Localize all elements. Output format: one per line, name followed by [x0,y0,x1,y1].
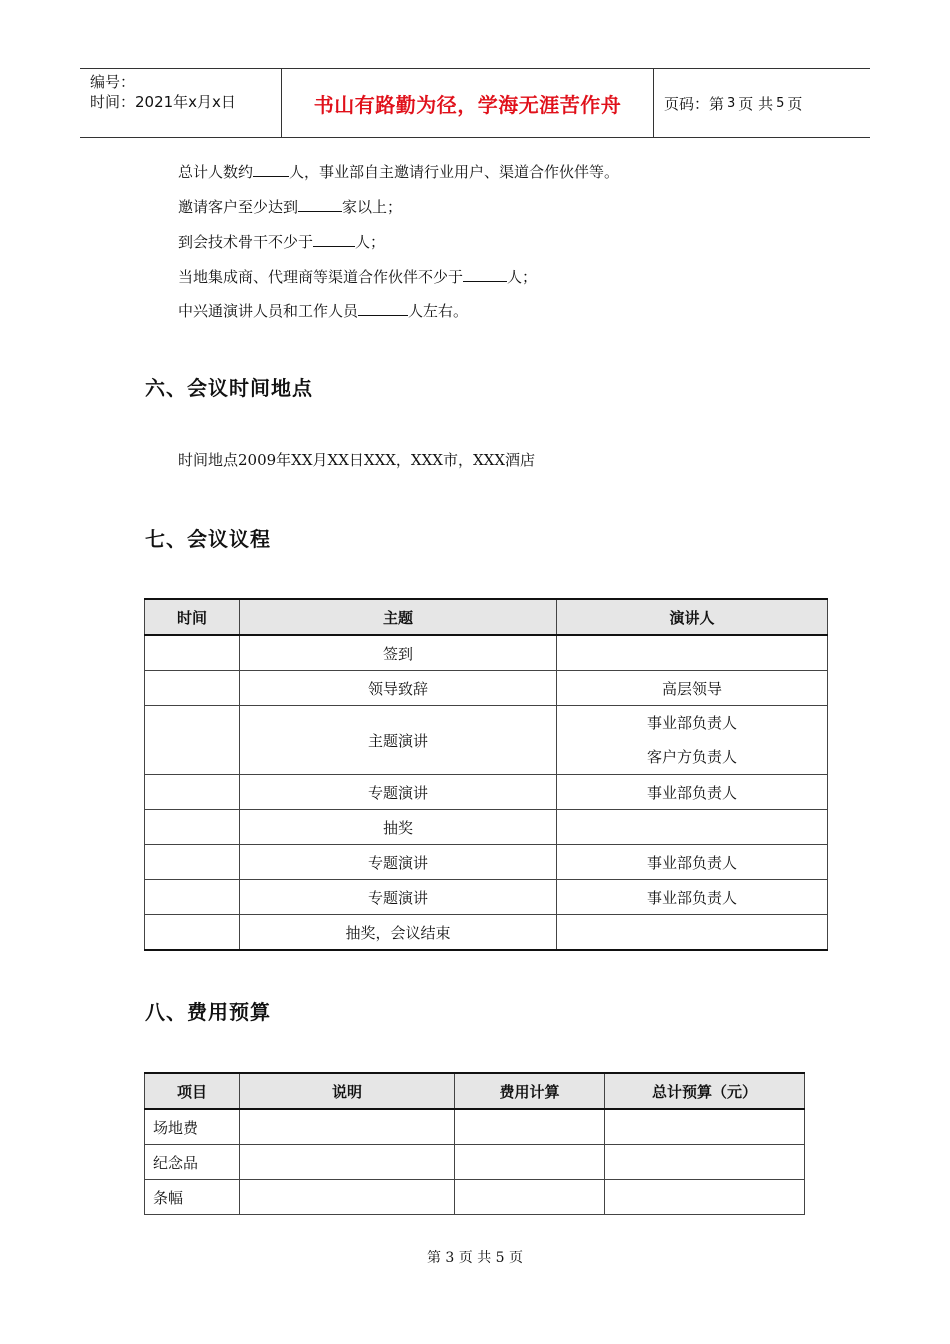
col-topic: 主题 [240,599,557,635]
topic-cell: 签到 [240,635,557,671]
line-text: 人； [355,233,386,251]
page-prefix: 页码：第 [664,94,725,113]
date-text: 时间：2021年x月x日 [90,93,236,111]
total-cell [605,1109,805,1145]
speaker-cell [557,915,828,951]
table-row [145,671,828,706]
time-cell [145,915,240,951]
fill-blank[interactable] [313,232,355,247]
fill-blank[interactable] [358,301,408,316]
line-text: 家以上； [342,198,403,216]
col-time: 时间 [145,599,240,635]
attendee-line-staff [178,301,468,321]
table-row [145,810,828,845]
col-item: 项目 [145,1073,240,1109]
speaker-cell [557,706,828,775]
speaker-line: 事业部负责人 [646,714,737,732]
section-6-heading: 六、会议时间地点 [145,376,313,400]
line-text: 邀请客户至少达到 [178,198,299,216]
topic-cell: 主题演讲 [240,706,557,775]
budget-header-row [145,1073,805,1109]
topic-cell: 专题演讲 [240,880,557,915]
description-cell [240,1145,455,1180]
time-cell [145,880,240,915]
header-meta [80,69,282,137]
col-speaker: 演讲人 [557,599,828,635]
budget-table [144,1072,805,1215]
speaker-line: 客户方负责人 [646,748,737,766]
description-cell [240,1180,455,1215]
topic-cell: 抽奖，会议结束 [240,915,557,951]
agenda-table [144,598,828,951]
time-cell [145,635,240,671]
page-suffix: 页 [787,94,803,113]
line-text: 到会技术骨干不少于 [178,233,314,251]
table-row [145,706,828,775]
time-cell [145,810,240,845]
line-text: 人左右。 [408,302,469,320]
fill-blank[interactable] [253,162,289,177]
page-current: 3 [727,95,736,111]
cost-calc-cell [455,1180,605,1215]
table-row [145,845,828,880]
section-7-heading: 七、会议议程 [145,527,271,551]
time-cell [145,775,240,810]
topic-cell: 领导致辞 [240,671,557,706]
table-row [145,775,828,810]
page-mid: 页 共 [738,94,774,113]
table-row [145,1180,805,1215]
topic-cell: 专题演讲 [240,845,557,880]
topic-cell: 专题演讲 [240,775,557,810]
col-cost-calc: 费用计算 [455,1073,605,1109]
speaker-cell: 高层领导 [557,671,828,706]
total-cell [605,1145,805,1180]
item-cell: 条幅 [145,1180,240,1215]
cost-calc-cell [455,1109,605,1145]
attendee-line-tech [178,232,385,252]
line-text: 当地集成商、代理商等渠道合作伙伴不少于 [178,268,464,286]
page-header [80,68,870,138]
table-row [145,915,828,951]
serial-label: 编号： [90,73,136,91]
page-total: 5 [776,95,785,111]
item-cell: 纪念品 [145,1145,240,1180]
header-page-info [654,69,870,137]
speaker-cell: 事业部负责人 [557,845,828,880]
agenda-header-row [145,599,828,635]
table-row [145,880,828,915]
col-total-budget: 总计预算（元） [605,1073,805,1109]
header-motto: 书山有路勤为径，学海无涯苦作舟 [282,69,654,137]
item-cell: 场地费 [145,1109,240,1145]
attendee-line-customers [178,197,402,217]
total-cell [605,1180,805,1215]
fill-blank[interactable] [298,197,342,212]
cost-calc-cell [455,1145,605,1180]
attendee-line-partners [178,267,537,287]
topic-cell: 抽奖 [240,810,557,845]
line-text: 总计人数约 [178,163,254,181]
table-row [145,1145,805,1180]
line-text: 人； [507,268,538,286]
time-cell [145,845,240,880]
time-cell [145,671,240,706]
section-6-text: 时间地点2009年XX月XX日XXX，XXX市，XXX酒店 [178,451,535,469]
table-row [145,635,828,671]
page-footer: 第 3 页 共 5 页 [426,1250,524,1266]
description-cell [240,1109,455,1145]
table-row [145,1109,805,1145]
speaker-cell [557,635,828,671]
attendee-line-total [178,162,619,182]
section-8-heading: 八、费用预算 [145,1000,271,1024]
fill-blank[interactable] [463,267,507,282]
speaker-cell: 事业部负责人 [557,775,828,810]
line-text: 人，事业部自主邀请行业用户、渠道合作伙伴等。 [289,163,620,181]
speaker-cell [557,810,828,845]
speaker-cell: 事业部负责人 [557,880,828,915]
col-description: 说明 [240,1073,455,1109]
line-text: 中兴通演讲人员和工作人员 [178,302,359,320]
time-cell [145,706,240,775]
